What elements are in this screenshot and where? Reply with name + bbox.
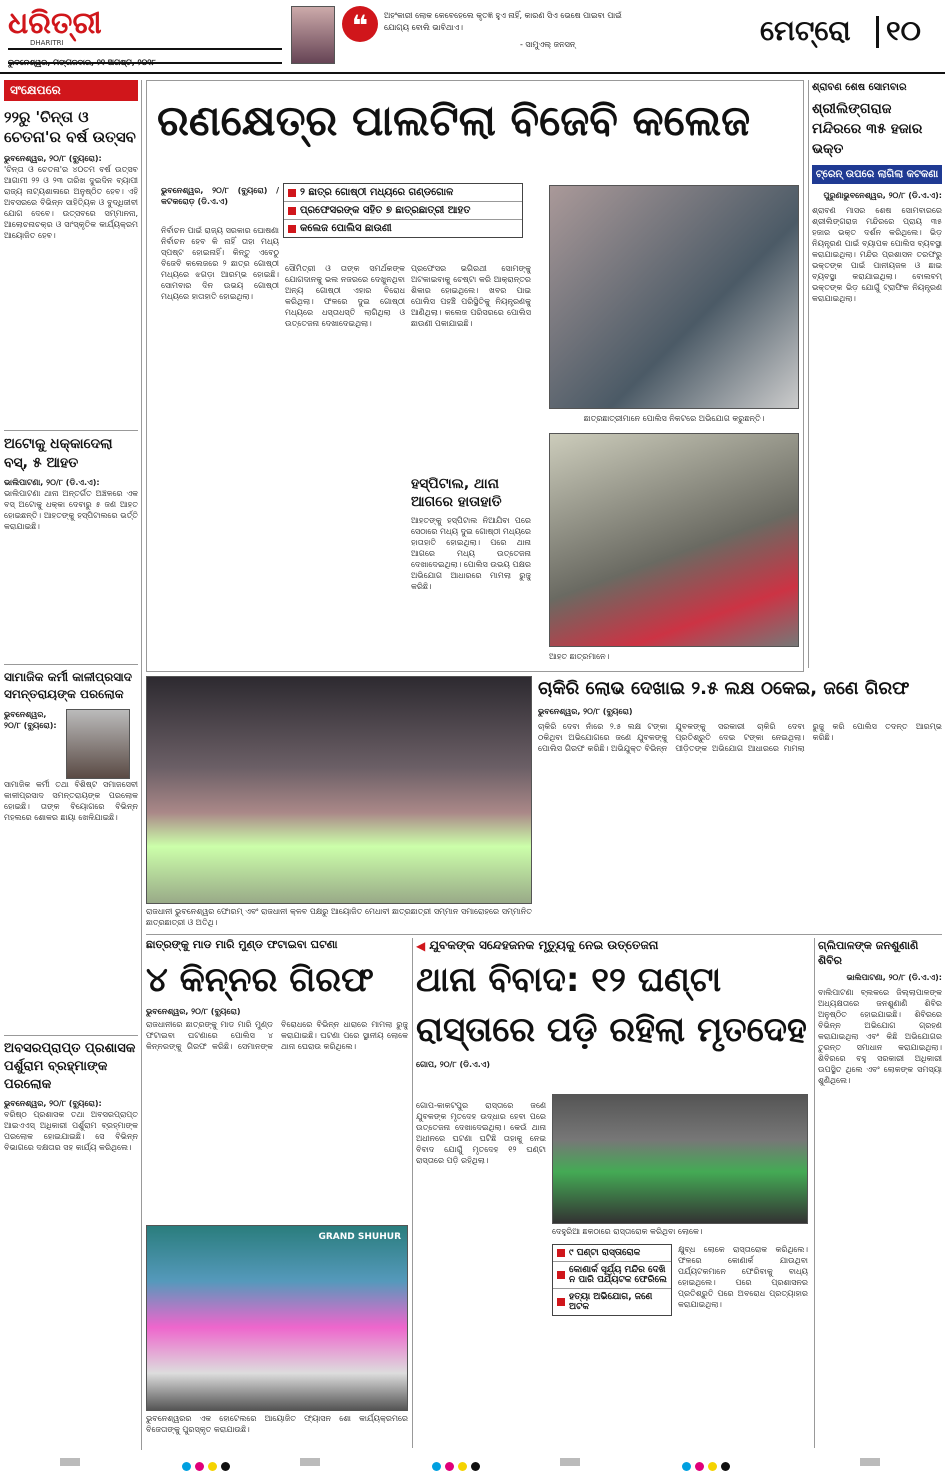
road-blockade-photo [552,1094,808,1224]
column-rule [141,80,142,1450]
lead-photo1-caption: ଛାତ୍ରଛାତ୍ରୀମାନେ ପୋଲିସ ନିକଟରେ ଅଭିଯୋଗ କରୁଛନ୍ତି। [583,414,765,423]
bullet-square-icon [288,189,296,197]
briefs-box-title: ସଂକ୍ଷେପରେ [4,80,138,101]
fashion-show-photo [146,1225,408,1411]
brief-headline: ୨୨ରୁ 'ଚିନ୍ତା ଓ ଚେତନା'ର ବର୍ଷ ଉତ୍ସବ [4,108,136,146]
body-bullet: କୋଣାର୍କ ସୂର୍ଯ୍ୟ ମନ୍ଦିର ଦେଖି ନ ପାରି ପର୍ଯ୍ୟଟକ ଫେରିଲେ [553,1262,671,1289]
masthead [0,0,945,76]
brief-headline: ସାମାଜିକ କର୍ମୀ କାଳୀପ୍ରସାଦ ସମନ୍ତରାୟଙ୍କ ପରଲୋକ [4,670,133,701]
body-body-col2: କ୍ଷୁବ୍ଧ ଲୋକେ ରାସ୍ତାରୋକ କରିଥିଲେ। ଫଳରେ କୋଣାର୍କ ଯାଉଥିବା ପର୍ଯ୍ୟଟକମାନେ ଫେରିବାକୁ ବାଧ୍ୟ ହୋଇଥିଲେ। ପରେ ପ୍ରଶାସନର ପ୍ରତିଶ୍ରୁତି ପରେ ଅବରୋଧ ପ୍ରତ୍ୟାହାର କରାଯାଇଥିଲା। [678,1245,808,1309]
kicker-arrow-icon: ◀ [416,938,426,953]
grey-mark [60,1458,80,1466]
kinnar-story [146,938,408,1448]
grey-mark [300,1458,320,1466]
brief-headline: ଅବସରପ୍ରାପ୍ତ ପ୍ରଶାସକ ପର୍ଶୁରାମ ବ୍ରହ୍ମାଙ୍କ ପରଲୋକ [4,1041,136,1092]
jobs-dateline: ଭୁବନେଶ୍ୱର, ୨୦/୮ (ବ୍ୟୁରୋ) [538,707,633,716]
camp-dateline: ଭାଲିପାଟଣା, ୨୦/୮ (ଡି.ଏ.ଏ): [846,973,942,982]
quote-author-portrait [291,6,335,64]
body-bullet: ୯ ଘଣ୍ଟା ରାସ୍ତାରୋକ [553,1245,671,1262]
section-divider [876,16,879,48]
body-story [416,938,810,1448]
brief-body: ବରିଷ୍ଠ ପ୍ରଶାସକ ତଥା ଅବସରପ୍ରାପ୍ତ ଆଇଏଏସ୍ ଅଧିକାରୀ ପର୍ଶୁରାମ ବ୍ରହ୍ମାଙ୍କ ପରଲୋକ ହୋଇଯାଇଛି। ସେ ବିଭିନ୍ନ ବିଭାଗରେ ଦକ୍ଷତାର ସହ କାର୍ଯ୍ୟ କରିଥିଲେ। [4,1110,138,1152]
brief-body: ସାମାଜିକ କର୍ମୀ ତଥା ବିଶିଷ୍ଟ ସମାଜସେବୀ କାଳୀପ୍ରସାଦ ସମନ୍ତରାୟଙ୍କ ପରଲୋକ ହୋଇଛି। ତାଙ୍କ ବିୟୋଗରେ ବିଭିନ୍ନ ମହଲରେ ଶୋକର ଛାୟା ଖେଳିଯାଇଛି। [4,780,138,822]
section-rule [146,934,942,935]
column-rule [412,938,413,1448]
logo-text: ଧରିତ୍ରୀ [8,6,102,41]
bullet-square-icon [557,1298,565,1306]
body-kicker: ◀ ଯୁବକଙ୍କ ସନ୍ଦେହଜନକ ମୃତ୍ୟୁକୁ ନେଇ ଉତ୍ତେଜନା [416,938,659,953]
lead-photo2-caption: ଆହତ ଛାତ୍ରମାନେ। [549,652,610,661]
right-box: ଟ୍ରେନ୍ ଉପରେ ଲାଗିଲା କଟକଣା [812,165,942,184]
column-rule [814,938,815,1448]
kinnar-body: ରାଜଧାନୀରେ ଛାତ୍ରଙ୍କୁ ମାଡ ମାରି ମୁଣ୍ଡ ଫଟାଇବା ଘଟଣାରେ ପୋଲିସ ୪ କିନ୍ନରଙ୍କୁ ଗିରଫ କରିଛି। ସେମାନଙ୍କ ବିରୋଧରେ ବିଭିନ୍ନ ଧାରାରେ ମାମଲା ରୁଜୁ କରାଯାଇଛି। ଘଟଣା ପରେ ସ୍ଥାନୀୟ ଲୋକେ ଥାନା ଘେରାଉ କରିଥିଲେ। [146,1020,408,1051]
lead-subhead: ହସ୍ପିଟାଲ, ଥାନା ଆଗରେ ହାତାହାତି [411,476,502,510]
quote-author: - ସାମୁଏଲ୍ ଜନସନ୍ [520,40,576,49]
lead-body-col1: ନିର୍ବାଚନ ପାଇଁ ରାଜ୍ୟ ସରକାର ଘୋଷଣା ନିର୍ବାଚନ ହେବ କି ନାହିଁ ତାହା ମଧ୍ୟ ସ୍ପଷ୍ଟ ହୋଇନାହିଁ। କିନ୍ତୁ ଏବେଠୁ ବିଜେବି କଲେଜରେ ୨ ଛାତ୍ର ଗୋଷ୍ଠୀ ମଧ୍ୟରେ ଝଗଡ଼ା ଆରମ୍ଭ ହୋଇଛି। ସୋମବାର ଦିନ ଉଭୟ ଗୋଷ୍ଠୀ ମଧ୍ୟରେ ହାତାହାତି ହୋଇଥିଲା। [161,226,279,301]
bullet-square-icon [557,1271,565,1279]
bullet-square-icon [557,1249,565,1257]
body-bullet-box [552,1244,672,1316]
print-footer [0,1452,945,1472]
right-headline: ଶ୍ରୀଲିଙ୍ଗରାଜ ମନ୍ଦିରରେ ୩୫ ହଜାର ଭକ୍ତ [812,101,923,157]
dateline-bar [8,48,282,67]
event-photo-caption: ରାଜଧାନୀ ଭୁବନେଶ୍ୱର ଫୋରମ୍ ଏବଂ ରାଜଧାନୀ କ୍ଳବ ପକ୍ଷରୁ ଆୟୋଜିତ ମେଧାବୀ ଛାତ୍ରଛାତ୍ରୀ ସମ୍ମାନ ସମାରୋହରେ ସମ୍ମାନିତ ଛାତ୍ରଛାତ୍ରୀ ଓ ଅତିଥି। [146,907,532,927]
camp-story [818,938,942,1448]
lead-story [146,80,804,672]
lead-headline: ରଣକ୍ଷେତ୍ର ପାଲଟିଲା ବିଜେବି କଲେଜ [157,96,751,145]
grey-mark [560,1458,580,1466]
lead-bullet: କଲେଜ ପୋଲିସ ଛାଉଣୀ [284,220,522,237]
brief-headline: ଅଟୋକୁ ଧକ୍କାଦେଲା ବସ୍, ୫ ଆହତ [4,436,113,471]
body-bullet: ହତ୍ୟା ଅଭିଯୋଗ, ଜଣେ ଅଟକ [553,1289,671,1315]
body-dateline: ଗୋପ, ୨୦/୮ (ଡି.ଏ.ଏ) [416,1060,491,1069]
page-number: ୧୦ [886,14,921,47]
logo-sub: DHARITRI [30,39,64,47]
event-group-photo [146,676,532,904]
camp-headline: ଗ୍ଲିପାଳଙ୍କ ଜନଶୁଣାଣି ଶିବିର [818,939,919,967]
right-body: ଶ୍ରାବଣ ମାସର ଶେଷ ସୋମବାରରେ ଶ୍ରୀଲିଙ୍ଗରାଜ ମନ୍ଦିରରେ ପ୍ରାୟ ୩୫ ହଜାର ଭକ୍ତ ଦର୍ଶନ କରିଥିଲେ। ଭିଡ଼ ନିୟନ୍ତ୍ରଣ ପାଇଁ ବ୍ୟାପକ ପୋଲିସ ବ୍ୟବସ୍ଥା କରାଯାଇଥିଲା। ମନ୍ଦିର ପ୍ରଶାସନ ତରଫରୁ ଭକ୍ତଙ୍କ ପାଇଁ ପାନୀୟଜଳ ଓ ଛାଇ ବ୍ୟବସ୍ଥା କରାଯାଇଥିଲା। ବୋଲବମ୍ ଭକ୍ତଙ୍କ ଭିଡ଼ ଯୋଗୁଁ ଟ୍ରାଫିକ ନିୟନ୍ତ୍ରଣ କରାଯାଇଥିଲା। [812,206,942,303]
lead-body-col3: ପ୍ରଫେସର ଭଗିରଥୀ ସୋମଙ୍କୁ ଅଟକାଇବାକୁ ଚେଷ୍ଟା କରି ଆକ୍ରାନ୍ତର ଶିକାର ହୋଇଥିଲେ। ଖବର ପାଇ ପୋଲିସ ପହଞ୍ଚି ପରିସ୍ଥିତିକୁ ନିୟନ୍ତ୍ରଣକୁ ଆଣିଥିଲା। କଲେଜ ପରିସରରେ ପୋଲିସ ଛାଉଣୀ ପକାଯାଇଛି। [411,264,531,328]
lead-bullet: ପ୍ରଫେସରଙ୍କ ସହିତ ୭ ଛାତ୍ରଛାତ୍ରୀ ଆହତ [284,202,522,220]
jobs-story [538,676,942,930]
color-registration-mark [180,1456,232,1472]
brief-dateline: ଭୁବନେଶ୍ୱର, ୨୦/୮ (ବ୍ୟୁରୋ): [4,710,57,730]
brief-body: ଭାଲିପାଟଣା ଥାନା ଅନ୍ତର୍ଗତ ଅଞ୍ଚଳରେ ଏକ ବସ୍ ଅଟୋକୁ ଧକ୍କା ଦେବାରୁ ୫ ଜଣ ଆହତ ହୋଇଛନ୍ତି। ଆହତଙ୍କୁ ହସ୍ପିଟାଲରେ ଭର୍ତ୍ତି କରାଯାଇଛି। [4,489,138,531]
grey-mark [860,1458,880,1466]
camp-body: ବାଲିପାଟଣା ବ୍ଲକରେ ଜିଲ୍ଲାପାଳଙ୍କ ଅଧ୍ୟକ୍ଷତାରେ ଜନଶୁଣାଣି ଶିବିର ଅନୁଷ୍ଠିତ ହୋଇଯାଇଛି। ଶିବିରରେ ବିଭିନ୍ନ ଅଭିଯୋଗ ଗ୍ରହଣ କରାଯାଇଥିଲା ଏବଂ କିଛି ଅଭିଯୋଗର ତୁରନ୍ତ ସମାଧାନ କରାଯାଇଥିଲା। ଶିବିରରେ ବହୁ ସରକାରୀ ଅଧିକାରୀ ଉପସ୍ଥିତ ଥିଲେ ଏବଂ ଲୋକଙ୍କ ସମସ୍ୟା ଶୁଣିଥିଲେ। [818,988,942,1085]
lead-photo-students-police [549,185,799,409]
logo [8,6,188,46]
photo-banner-text: GRAND SHUHUR [318,1232,401,1242]
body-headline-2: ରାସ୍ତାରେ ପଡ଼ି ରହିଲା ମୃତଦେହ [416,1010,807,1050]
lead-body-col4: ଆହତଙ୍କୁ ହସ୍ପିଟାଲ ନିଆଯିବା ପରେ ସେଠାରେ ମଧ୍ୟ ଦୁଇ ଗୋଷ୍ଠୀ ମଧ୍ୟରେ ହାତାହାତି ହୋଇଥିଲା। ପରେ ଥାନା ଆଗରେ ମଧ୍ୟ ଉତ୍ତେଜନା ଦେଖାଦେଇଥିଲା। ପୋଲିସ ଉଭୟ ପକ୍ଷର ଅଭିଯୋଗ ଆଧାରରେ ମାମଲା ରୁଜୁ କରିଛି। [411,516,531,591]
dateline: ଭୁବନେଶ୍ୱର, ମଙ୍ଗଳବାର, ୨୧ ଅଗଷ୍ଟ, ୨୦୧୮ [8,58,156,67]
left-column [4,80,138,1450]
kinnar-headline: ୪ କିନ୍ନର ଗିରଫ [146,960,374,1000]
brief-story [4,1035,138,1409]
column-rule [808,80,809,668]
brief-story [4,430,138,658]
right-kicker: ଶ୍ରାବଣ ଶେଷ ସୋମବାର [812,82,907,93]
jobs-body: ଚାକିରି ଦେବା ନାଁରେ ୨.୫ ଲକ୍ଷ ଟଙ୍କା ଠକିଥିବା ଅଭିଯୋଗରେ ଜଣେ ଯୁବକଙ୍କୁ ପୋଲିସ ଗିରଫ କରିଛି। ଅଭିଯୁକ୍ତ ବିଭିନ୍ନ ଯୁବକଙ୍କୁ ସରକାରୀ ଚାକିରି ଦେବା ପ୍ରତିଶ୍ରୁତି ଦେଇ ଟଙ୍କା ନେଇଥିଲା। ପୀଡ଼ିତଙ୍କ ଅଭିଯୋଗ ଆଧାରରେ ମାମଲା ରୁଜୁ କରି ପୋଲିସ ତଦନ୍ତ ଆରମ୍ଭ କରିଛି। [538,722,942,753]
brief-dateline: ଭାଲିପାଟଣା, ୨୦/୮ (ଡି.ଏ.ଏ): [4,478,100,487]
right-dateline: ପୁରୁଣାଭୁବନେଶ୍ୱର, ୨୦/୮ (ଡି.ଏ.ଏ): [823,191,942,200]
brief-body: 'ଚିନ୍ତା ଓ ଚେତନା'ର ୪୦ତମ ବର୍ଷ ଉତ୍ସବ ଆଗାମୀ ୨୨ ଓ ୨୩ ତାରିଖ ଦୁଇଦିନ ବ୍ୟାପୀ ରାଜ୍ୟ ନାଟ୍ୟଶାଳାରେ ଅନୁଷ୍ଠିତ ହେବ। ଏହି ଅବସରରେ ବିଭିନ୍ନ ସାହିତ୍ୟିକ ଓ ବୁଦ୍ଧିଜୀବୀ ଯୋଗ ଦେବେ। ଉତ୍ସବରେ ସମ୍ମାନନା, ଆଲୋଚନାଚକ୍ର ଓ ସାଂସ୍କୃତିକ କାର୍ଯ୍ୟକ୍ରମ ଆୟୋଜିତ ହେବ। [4,165,138,240]
lead-body-col2: ସୌମିତ୍ରୀ ଓ ତାଙ୍କ ସମର୍ଥକଙ୍କ ଯୋଗଦାନକୁ ଭଲ ନଜରରେ ଦେଖୁନଥିବା ଅନ୍ୟ ଗୋଷ୍ଠୀ ଏହାର ବିରୋଧ କରିଥିଲା। ଫଳରେ ଦୁଇ ଗୋଷ୍ଠୀ ମଧ୍ୟରେ ଧସ୍ତାଧସ୍ତି ଲାଗିଥିଲା ଓ ଉତ୍ତେଜନା ଦେଖାଦେଇଥିଲା। [285,264,405,328]
lead-photo-injured-students [549,433,799,647]
body-headline-1: ଥାନା ବିବାଦ: ୧୨ ଘଣ୍ଟା [416,960,722,1000]
lead-dateline: ଭୁବନେଶ୍ୱର, ୨୦/୮ (ବ୍ୟୁରୋ) / କଟକରୋଡ଼ (ଡି.ଏ.ଏ) [161,186,279,206]
kinnar-dateline: ଭୁବନେଶ୍ୱର, ୨୦/୮ (ବ୍ୟୁରୋ) [146,1007,241,1016]
kinnar-kicker: ଛାତ୍ରଙ୍କୁ ମାଡ ମାରି ମୁଣ୍ଡ ଫଟାଇବା ଘଟଣା [146,938,338,951]
quote-mark-icon: ❝ [342,6,378,42]
bullet-square-icon [288,225,296,233]
bullet-square-icon [288,207,296,215]
jobs-headline: ଚାକିରି ଲୋଭ ଦେଖାଇ ୨.୫ ଲକ୍ଷ ଠକେଇ, ଜଣେ ଗିରଫ [538,678,910,699]
color-registration-mark [680,1456,732,1472]
brief-dateline: ଭୁବନେଶ୍ୱର, ୨୦/୮ (ବ୍ୟୁରୋ): [4,154,102,163]
lead-bullet-box [283,183,523,238]
section-name: ମେଟ୍ରୋ [760,14,851,47]
quote-text: ଅହଂକାରୀ ଲୋକ କେବେହେଲେ କୃତଜ୍ଞ ହୁଏ ନାହିଁ, କାରଣ ସିଏ ଭେଷେ ପାଇବା ପାଇଁ ଯୋଗ୍ୟ ବୋଲି ଭାବିଥାଏ। [384,11,622,32]
body-body-col1: ଗୋପ-କାକଟପୁର ରାସ୍ତାରେ ଜଣେ ଯୁବକଙ୍କ ମୃତଦେହ ଉଦ୍ଧାର ହେବା ପରେ ଉତ୍ତେଜନା ଦେଖାଦେଇଥିଲା। କେଉଁ ଥାନା ଅଧୀନରେ ଘଟଣା ଘଟିଛି ତାହାକୁ ନେଇ ବିବାଦ ଯୋଗୁଁ ମୃତଦେହ ୧୨ ଘଣ୍ଟା ରାସ୍ତାରେ ପଡ଼ି ରହିଥିଲା। [416,1101,546,1165]
right-column-story [812,80,942,668]
brief-story [4,664,138,1029]
brief-story [4,107,138,424]
blockade-photo-caption: ଦେହୁରିଆ ଛକଠାରେ ରାସ୍ତାରୋକ କରିଥିବା ଲୋକେ। [552,1227,703,1236]
obituary-portrait [66,709,130,779]
fashion-photo-caption: ଭୁବନେଶ୍ୱରର ଏକ ହୋଟେଲରେ ଆୟୋଜିତ ଫ୍ୟାସନ ଶୋ କାର୍ଯ୍ୟକ୍ରମରେ ବିଜେତାଙ୍କୁ ପୁରସ୍କୃତ କରାଯାଉଛି। [146,1414,408,1434]
lead-bullet: ୨ ଛାତ୍ର ଗୋଷ୍ଠୀ ମଧ୍ୟରେ ଗଣ୍ଡଗୋଳ [284,184,522,202]
brief-dateline: ଭୁବନେଶ୍ୱର, ୨୦/୮ (ବ୍ୟୁରୋ): [4,1099,102,1108]
color-registration-mark [430,1456,482,1472]
masthead-rule [0,72,945,74]
